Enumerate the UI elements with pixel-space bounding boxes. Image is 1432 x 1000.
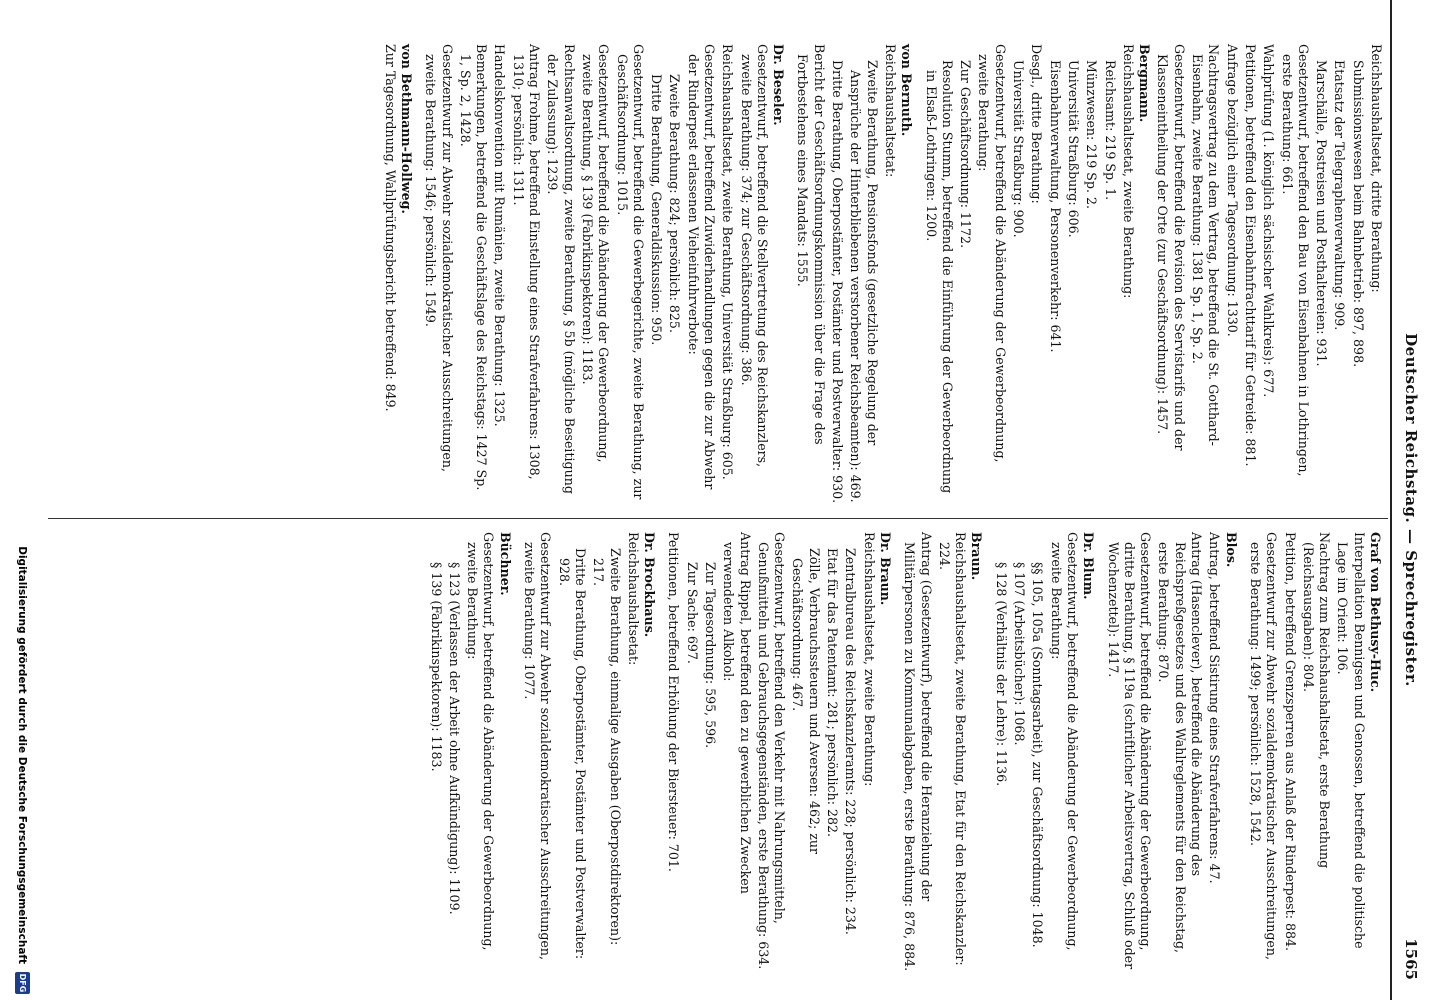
speaker-name: Graf von Bethusy-Huc.	[1368, 532, 1383, 693]
index-entry: Dritte Berathung, Generaldiskussion: 950.	[649, 74, 665, 346]
index-entry: Dritte Berathung, Oberpostämter, Postämter und Postverwalter: 928.	[556, 548, 588, 960]
index-entry: Petitionen, betreffend Erhöhung der Biersteuer: 701.	[666, 532, 682, 872]
index-entry: Reichsamt: 219 Sp. 1.	[1102, 60, 1118, 201]
speaker-name: Dr. Brockhaus.	[642, 532, 658, 638]
index-entry: Zölle, Verbrauchssteuern und Aversen: 462; zur Geschäftsordnung: 467.	[790, 548, 822, 855]
speaker-name: Dr. Braun.	[877, 532, 893, 606]
funding-note: Digitalisierung gefördert durch die Deutsche Forschungsgemeinschaft	[16, 546, 28, 964]
spacer	[1241, 532, 1245, 972]
index-entry: Zur Tagesordnung, Wahlprüfungsbericht betreffend: 849.	[382, 44, 398, 412]
index-entry: Gesetzentwurf, betreffend den Bau von Eisenbahnen in Lothringen, erste Berathung: 661.	[1279, 44, 1311, 477]
dfg-logo-icon: DFG	[15, 972, 30, 994]
speaker-name: Blos.	[1223, 532, 1239, 568]
speaker-name: Dr. Blum.	[1081, 532, 1097, 600]
spacer	[986, 532, 990, 972]
index-entry: § 128 (Verhältnis der Lehre): 1136.	[993, 562, 1009, 787]
index-entry: Zweite Berathung, Pensionsfonds (gesetzliche Regelung der Ansprüche der Hinterbliebenen verstorbener Reichsbeamten): 469.	[848, 60, 880, 503]
index-entry: Dritte Berathung, Oberpostämter, Postämter und Postverwalter: 930.	[830, 60, 846, 504]
index-entry: Gesetzentwurf, betreffend die Stellvertretung des Reichskanzlers, zweite Berathung: 374; zur Geschäftsordnung: 386.	[738, 44, 770, 468]
digitization-footer	[12, 6, 30, 994]
index-entry: Submissionswesen beim Bahnbetrieb: 897, 898.	[1350, 60, 1366, 368]
speaker-name: Dr. Beseler.	[771, 44, 787, 126]
spacer	[659, 532, 663, 972]
page-number: 1565	[1402, 938, 1420, 980]
index-entry: Antrag Frohme, betreffend Einstellung eines Strafverfahrens: 1308, 1310; persönlich: 1311.	[510, 44, 543, 480]
spacer	[515, 532, 519, 972]
index-entry: Zur Tagesordnung: 595, 596.	[703, 562, 719, 749]
index-entry: Münzwesen: 219 Sp. 2.	[1084, 60, 1100, 210]
index-entry: Antrag Rippel, betreffend den zu gewerblichen Zwecken verwendeten Alkohol:	[721, 532, 753, 894]
index-entry: Gesetzentwurf, betreffend die Abänderung der Gewerbeordnung, zweite Berathung, § 139 (Fabrikinspektoren): 1183.	[579, 44, 612, 463]
index-entry: Antrag, betreffend Sistirung eines Strafverfahrens: 47.	[1207, 532, 1223, 884]
index-entry: Gesetzentwurf, betreffend die Abänderung der Gewerbeordnung, zweite Berathung:	[465, 532, 497, 951]
running-title: Deutscher Reichstag. — Sprechregister.	[1402, 333, 1420, 687]
speaker-name: Büchner.	[497, 532, 513, 596]
index-entry: Gesetzentwurf, betreffend die Abänderung der Gewerbeordnung, dritte Berathung, § 119a (schriftlicher Arbeitsvertrag, Schluß oder Wochenzettel): 1417.	[1105, 532, 1154, 970]
speaker-name: von Bethmann-Hollweg.	[398, 44, 414, 214]
index-entry: Gesetzentwurf, betreffend Zuwiderhandlungen gegen die zur Abwehr der Rinderpest erlassenen Vieheinfuhrverbote:	[685, 44, 718, 490]
index-entry: Universität Straßburg: 900.	[1011, 60, 1027, 238]
index-entry: Reichshaushaltsetat:	[882, 44, 898, 178]
column-divider	[48, 518, 1388, 519]
header-rule	[1390, 0, 1392, 1000]
page-header	[1396, 40, 1426, 980]
index-entry: § 139 (Fabrikinspektoren): 1183.	[428, 562, 444, 772]
index-entry: Gesetzentwurf, betreffend die Abänderung der Gewerbeordnung, zweite Berathung:	[976, 44, 1008, 463]
index-entry: Reichshaushaltsetat, zweite Berathung, Universität Straßburg: 605.	[720, 44, 736, 480]
spacer	[788, 44, 792, 504]
index-entry: Gesetzentwurf zur Abwehr sozialdemokratischer Ausschreitungen, zweite Berathung: 1546; persönlich: 1549.	[423, 44, 455, 472]
index-entry: Universität Straßburg: 606.	[1065, 60, 1081, 238]
index-entry: Nachtragsvertrag zu dem Vertrag, betreffend die St. Gotthard-Eisenbahn, zweite Berathung: 1381 Sp. 1, Sp. 2.	[1190, 44, 1222, 446]
index-entry: Gesetzentwurf, betreffend den Verkehr mit Nahrungsmitteln, Genußmitteln und Gebrauchsgegenständen, erste Berathung: 634.	[755, 532, 788, 970]
speaker-name: Braun.	[969, 532, 985, 581]
index-entry: Eisenbahnverwaltung, Personenverkehr: 641.	[1047, 60, 1063, 353]
index-entry: Petitionen, betreffend den Eisenbahnfrachttarif für Getreide: 881.	[1242, 44, 1258, 467]
index-entry: Zur Geschäftsordnung: 1172.	[958, 60, 974, 249]
index-entry: Etat für das Patentamt: 281; persönlich: 282.	[825, 548, 841, 837]
index-entry: Gesetzentwurf zur Abwehr sozialdemokratischer Ausschreitungen, zweite Berathung: 1077.	[522, 532, 554, 960]
index-entry: §§ 105, 105a (Sonntagsarbeit), zur Geschäftsordnung: 1048.	[1030, 562, 1046, 948]
index-entry: Petition, betreffend Grenzsperren aus Anlaß der Rinderpest: 884.	[1282, 532, 1298, 951]
index-entry: Etatsatz der Telegraphenverwaltung: 909.	[1332, 60, 1348, 331]
spacer	[1098, 532, 1102, 972]
index-entry: Rechtsanwaltsordnung, zweite Berathung, § 5b (mögliche Beseitigung der Zulassung): 1239.	[545, 44, 577, 494]
index-entry: Gesetzentwurf zur Abwehr sozialdemokratischer Ausschreitungen, erste Berathung: 1499; persönlich: 1528, 1542.	[1247, 532, 1280, 960]
index-entry: Bericht der Geschäftsordnungskommission über die Frage des Fortbestehens eines Mandats: 1555.	[795, 44, 827, 445]
index-entry: Wahlprüfung (1. königlich sächsischer Wahlkreis): 677.	[1261, 44, 1277, 398]
left-column	[379, 44, 1384, 504]
index-entry: Zentralbureau des Reichskanzleramts: 228; persönlich: 234.	[843, 548, 859, 935]
index-entry: Zweite Berathung: 824; persönlich: 825.	[667, 74, 683, 333]
index-entry: Antrag (Hasenclever), betreffend die Abänderung des Reichspreßgesetzes und des Wahlreglements für den Reichstag, erste Berathung: 870.	[1156, 532, 1205, 954]
index-entry: Gesetzentwurf, betreffend die Abänderung der Gewerbeordnung, zweite Berathung:	[1048, 532, 1080, 951]
index-entry: Gesetzentwurf, betreffend die Revision des Servistarifs und der Klasseneintheilung der Orte (zur Geschäftsordnung): 1457.	[1155, 44, 1187, 451]
index-entry: Reichshaushaltsetat, zweite Berathung:	[1120, 44, 1136, 299]
index-entry: § 123 (Verlassen der Arbeit ohne Aufkündigung): 1109.	[446, 562, 462, 915]
index-entry: Handelskonvention mit Rumänien, zweite Berathung: 1325.	[492, 44, 508, 427]
index-entry: § 107 (Arbeitsbücher): 1068.	[1012, 562, 1028, 746]
index-entry: Gesetzentwurf, betreffend die Gewerbegerichte, zweite Berathung, zur Geschäftsordnung: 1015.	[614, 44, 646, 500]
speaker-name: von Bernuth.	[899, 44, 915, 137]
index-entry: Reichshaushaltsetat:	[625, 532, 641, 666]
spacer	[895, 532, 899, 972]
index-entry: Marschälle, Postreisen und Posthaltereien: 931.	[1314, 60, 1330, 367]
index-entry: Zur Sache: 697.	[684, 562, 700, 664]
index-entry: Desgl., dritte Berathung:	[1029, 44, 1045, 204]
right-column	[425, 532, 1384, 972]
index-entry: Bemerkungen, betreffend die Geschäftslage des Reichstags: 1427 Sp. 1, Sp. 2, 1428.	[457, 44, 490, 491]
index-entry: Anfrage bezüglich einer Tagesordnung: 1330.	[1224, 44, 1240, 337]
index-entry: Reichshaushaltsetat, zweite Berathung, Etat für den Reichskanzler: 224.	[936, 532, 969, 966]
spacer	[416, 44, 420, 504]
speaker-name: Bergmann.	[1137, 44, 1153, 123]
index-entry: Reichshaushaltsetat, zweite Berathung:	[861, 532, 877, 787]
index-entry: Zweite Berathung, einmalige Ausgaben (Oberpostdirektoren): 217.	[591, 548, 623, 946]
index-entry: Interpellation Bennigsen und Genossen, betreffend die politische Lage im Orient: 106.	[1335, 532, 1367, 949]
index-entry: Resolution Stumm, betreffend die Einführung der Gewerbeordnung in Elsaß-Lothringen: 1200.	[923, 60, 955, 494]
index-entry: Reichshaushaltsetat, dritte Berathung:	[1369, 44, 1384, 293]
index-entry: Nachtrag zum Reichshaushaltsetat, erste Berathung (Reichsausgaben): 804.	[1300, 532, 1333, 869]
spacer	[916, 44, 920, 504]
index-entry: Antrag (Gesetzentwurf), betreffend die Heranziehung der Militärpersonen zu Kommunalabgaben, erste Berathung: 876, 884.	[902, 532, 934, 972]
